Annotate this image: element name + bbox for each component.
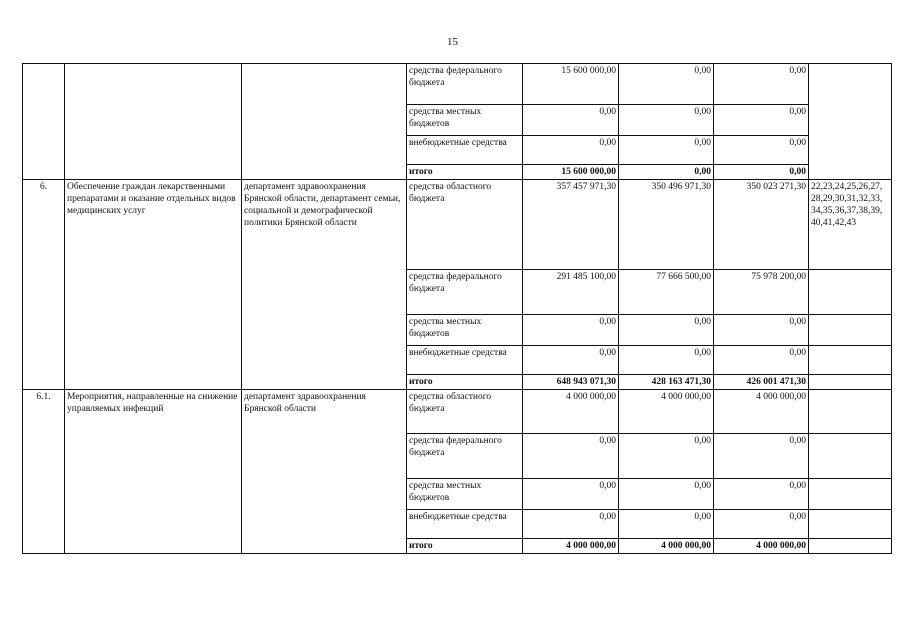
value-cell: 0,00 — [714, 510, 809, 539]
value-cell: 648 943 071,30 — [523, 375, 619, 390]
table-row — [23, 64, 892, 105]
value-cell: 4 000 000,00 — [619, 390, 714, 434]
funding-source-cell: средства федерального бюджета — [407, 434, 523, 479]
value-cell: 0,00 — [523, 315, 619, 346]
funding-source-cell: итого — [407, 165, 523, 180]
indicators-cell: 22,23,24,25,26,27, 28,29,30,31,32,33, 34,35,36,37,38,39, 40,41,42,43 — [809, 180, 892, 270]
indicators-cell — [809, 390, 892, 434]
executor-cell: департамент здравоохранения Брянской области — [242, 390, 407, 554]
value-cell: 4 000 000,00 — [523, 390, 619, 434]
value-cell: 0,00 — [714, 315, 809, 346]
value-cell: 0,00 — [619, 64, 714, 105]
indicators-cell — [809, 434, 892, 479]
value-cell: 75 978 200,00 — [714, 270, 809, 315]
measure-name-cell — [65, 64, 242, 180]
value-cell: 0,00 — [619, 479, 714, 510]
funding-source-cell: средства местных бюджетов — [407, 315, 523, 346]
executor-cell: департамент здравоохранения Брянской области, департамент семьи, социальной и демографической политики Брянской области — [242, 180, 407, 390]
value-cell: 0,00 — [619, 346, 714, 375]
value-cell: 0,00 — [523, 479, 619, 510]
value-cell: 4 000 000,00 — [619, 539, 714, 554]
number-cell: 6. — [23, 180, 65, 390]
funding-source-cell: внебюджетные средства — [407, 346, 523, 375]
value-cell: 357 457 971,30 — [523, 180, 619, 270]
executor-cell — [242, 64, 407, 180]
funding-source-cell: средства местных бюджетов — [407, 479, 523, 510]
funding-source-cell: средства областного бюджета — [407, 390, 523, 434]
indicators-cell — [809, 346, 892, 375]
value-cell: 77 666 500,00 — [619, 270, 714, 315]
value-cell: 0,00 — [714, 346, 809, 375]
measure-name-cell: Обеспечение граждан лекарственными препаратами и оказание отдельных видов медицинских услуг — [65, 180, 242, 390]
value-cell: 0,00 — [619, 105, 714, 136]
value-cell: 426 001 471,30 — [714, 375, 809, 390]
value-cell: 0,00 — [619, 510, 714, 539]
value-cell: 15 600 000,00 — [523, 165, 619, 180]
value-cell: 0,00 — [714, 165, 809, 180]
value-cell: 350 496 971,30 — [619, 180, 714, 270]
value-cell: 0,00 — [714, 434, 809, 479]
indicators-cell — [809, 64, 892, 180]
number-cell — [23, 64, 65, 180]
value-cell: 0,00 — [619, 136, 714, 165]
indicators-cell — [809, 270, 892, 315]
table-row — [23, 390, 892, 434]
value-cell: 0,00 — [523, 434, 619, 479]
indicators-cell — [809, 539, 892, 554]
indicators-cell — [809, 315, 892, 346]
value-cell: 0,00 — [619, 434, 714, 479]
value-cell: 0,00 — [619, 315, 714, 346]
value-cell: 4 000 000,00 — [714, 539, 809, 554]
indicators-cell — [809, 510, 892, 539]
indicators-cell — [809, 375, 892, 390]
value-cell: 0,00 — [523, 510, 619, 539]
value-cell: 0,00 — [523, 346, 619, 375]
funding-source-cell: итого — [407, 539, 523, 554]
funding-source-cell: внебюджетные средства — [407, 510, 523, 539]
funding-source-cell: средства местных бюджетов — [407, 105, 523, 136]
value-cell: 0,00 — [714, 479, 809, 510]
indicators-cell — [809, 479, 892, 510]
funding-source-cell: средства областного бюджета — [407, 180, 523, 270]
value-cell: 4 000 000,00 — [714, 390, 809, 434]
value-cell: 428 163 471,30 — [619, 375, 714, 390]
funding-source-cell: итого — [407, 375, 523, 390]
funding-source-cell: средства федерального бюджета — [407, 270, 523, 315]
value-cell: 4 000 000,00 — [523, 539, 619, 554]
table-row — [23, 180, 892, 270]
number-cell: 6.1. — [23, 390, 65, 554]
funding-source-cell: внебюджетные средства — [407, 136, 523, 165]
value-cell: 0,00 — [714, 64, 809, 105]
value-cell: 15 600 000,00 — [523, 64, 619, 105]
value-cell: 0,00 — [523, 136, 619, 165]
value-cell: 350 023 271,30 — [714, 180, 809, 270]
measure-name-cell: Мероприятия, направленные на снижение управляемых инфекций — [65, 390, 242, 554]
page-number: 15 — [447, 36, 458, 48]
value-cell: 0,00 — [714, 105, 809, 136]
value-cell: 291 485 100,00 — [523, 270, 619, 315]
value-cell: 0,00 — [714, 136, 809, 165]
value-cell: 0,00 — [619, 165, 714, 180]
funding-source-cell: средства федерального бюджета — [407, 64, 523, 105]
value-cell: 0,00 — [523, 105, 619, 136]
budget-table — [22, 63, 892, 554]
